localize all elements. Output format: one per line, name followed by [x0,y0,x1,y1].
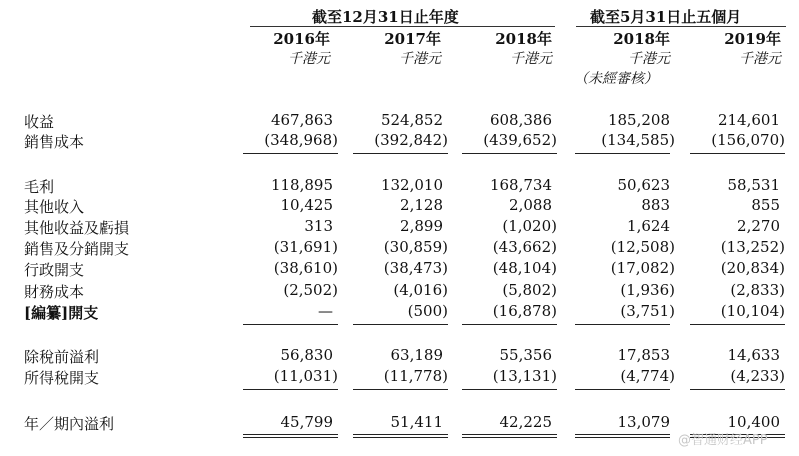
cell-selling-2018: (43,662) [492,238,557,256]
unit-2017: 千港元 [399,51,441,67]
row-label-other-income: 其他收入 [24,198,85,216]
cell-other-gains-2016: 313 [304,217,333,235]
subtotal-rule [690,389,785,390]
cell-tax-2018: (13,131) [492,367,557,385]
cell-tax-2019-interim: (4,233) [730,367,785,385]
cell-selling-2018-interim: (12,508) [610,238,675,256]
cell-finance-2017: (4,016) [393,281,448,299]
row-label-profit-for-period: 年／期內溢利 [24,415,115,433]
cell-admin-2018: (48,104) [492,259,557,277]
total-double-rule [462,437,557,438]
row-label-cost-of-sales: 銷售成本 [24,133,85,151]
cell-other-income-2018: 2,088 [509,196,552,214]
total-double-rule [575,437,670,438]
cell-listing-2019-interim: (10,104) [720,302,785,320]
total-double-rule [243,434,338,435]
row-label-revenue: 收益 [24,113,55,131]
total-double-rule [575,434,670,435]
subtotal-rule [462,389,557,390]
row-label-other-gains-losses: 其他收益及虧損 [24,219,130,237]
year-header-2019-interim: 2019年 [724,30,781,48]
cell-revenue-2018: 608,386 [489,111,552,129]
year-header-2016: 2016年 [273,30,330,48]
subtotal-rule [243,389,338,390]
cell-other-income-2018-interim: 883 [641,196,670,214]
cell-profit-2016: 45,799 [280,413,333,431]
cell-listing-2018-interim: (3,751) [620,302,675,320]
cell-gross-profit-2018: 168,734 [489,176,552,194]
cell-cost-of-sales-2018-interim: (134,585) [601,131,675,149]
subtotal-rule [575,153,670,154]
cell-other-income-2019-interim: 855 [751,196,780,214]
cell-pbt-2018: 55,356 [499,346,552,364]
cell-cost-of-sales-2017: (392,842) [374,131,448,149]
subtotal-rule [353,389,448,390]
subtotal-rule [690,153,785,154]
subtotal-rule [575,389,670,390]
cell-other-gains-2018: (1,020) [502,217,557,235]
cell-cost-of-sales-2016: (348,968) [264,131,338,149]
row-label-listing-expenses: [編纂]開支 [24,304,99,322]
row-label-administrative: 行政開支 [24,261,85,279]
cell-listing-2018: (16,878) [492,302,557,320]
subtotal-rule [462,324,557,325]
total-double-rule [243,437,338,438]
subtotal-rule [353,153,448,154]
unit-2019-interim: 千港元 [739,51,781,67]
year-header-2018-interim: 2018年 [613,30,670,48]
cell-finance-2018: (5,802) [502,281,557,299]
row-label-profit-before-tax: 除稅前溢利 [24,348,100,366]
group-header-five-months: 截至5月31日止五個月 [590,8,742,26]
subtotal-rule [690,324,785,325]
row-label-selling-distribution: 銷售及分銷開支 [24,240,130,258]
cell-revenue-2016: 467,863 [270,111,333,129]
year-header-2017: 2017年 [384,30,441,48]
subtotal-rule [575,324,670,325]
cell-admin-2017: (38,473) [383,259,448,277]
cell-revenue-2018-interim: 185,208 [607,111,670,129]
cell-gross-profit-2019-interim: 58,531 [727,176,780,194]
cell-pbt-2018-interim: 17,853 [617,346,670,364]
cell-finance-2016: (2,502) [283,281,338,299]
cell-revenue-2017: 524,852 [380,111,443,129]
cell-gross-profit-2017: 132,010 [380,176,443,194]
subtotal-rule [243,153,338,154]
cell-tax-2017: (11,778) [383,367,448,385]
cell-selling-2017: (30,859) [383,238,448,256]
cell-tax-2016: (11,031) [273,367,338,385]
total-double-rule [353,437,448,438]
cell-profit-2018: 42,225 [499,413,552,431]
cell-profit-2018-interim: 13,079 [617,413,670,431]
group-rule-annual [250,26,555,27]
cell-tax-2018-interim: (4,774) [620,367,675,385]
subtotal-rule [462,153,557,154]
cell-admin-2016: (38,610) [273,259,338,277]
cell-selling-2016: (31,691) [273,238,338,256]
cell-other-gains-2019-interim: 2,270 [737,217,780,235]
cell-other-gains-2017: 2,899 [400,217,443,235]
cell-cost-of-sales-2019-interim: (156,070) [711,131,785,149]
group-header-annual: 截至12月31日止年度 [312,8,459,26]
row-label-gross-profit: 毛利 [24,178,55,196]
cell-finance-2019-interim: (2,833) [730,281,785,299]
cell-admin-2018-interim: (17,082) [610,259,675,277]
cell-profit-2017: 51,411 [390,413,443,431]
total-double-rule [353,434,448,435]
cell-profit-2019-interim: 10,400 [727,413,780,431]
cell-other-gains-2018-interim: 1,624 [627,217,670,235]
cell-gross-profit-2016: 118,895 [270,176,333,194]
unit-2018-interim: 千港元 [628,51,670,67]
cell-finance-2018-interim: (1,936) [620,281,675,299]
cell-gross-profit-2018-interim: 50,623 [617,176,670,194]
cell-listing-2016: — [318,302,333,320]
total-double-rule [462,434,557,435]
cell-revenue-2019-interim: 214,601 [717,111,780,129]
watermark: @智通财经APP [678,433,768,448]
cell-selling-2019-interim: (13,252) [720,238,785,256]
group-rule-five-months [576,26,786,27]
subtotal-rule [243,324,338,325]
subtotal-rule [353,324,448,325]
row-label-finance-costs: 財務成本 [24,283,85,301]
row-label-income-tax: 所得稅開支 [24,369,100,387]
unit-2018: 千港元 [510,51,552,67]
cell-admin-2019-interim: (20,834) [720,259,785,277]
year-header-2018: 2018年 [495,30,552,48]
cell-listing-2017: (500) [407,302,448,320]
cell-pbt-2017: 63,189 [390,346,443,364]
cell-cost-of-sales-2018: (439,652) [483,131,557,149]
cell-other-income-2016: 10,425 [280,196,333,214]
cell-pbt-2016: 56,830 [280,346,333,364]
unit-2016: 千港元 [288,51,330,67]
cell-pbt-2019-interim: 14,633 [727,346,780,364]
cell-other-income-2017: 2,128 [400,196,443,214]
unaudited-note: （未經審核） [574,71,658,87]
